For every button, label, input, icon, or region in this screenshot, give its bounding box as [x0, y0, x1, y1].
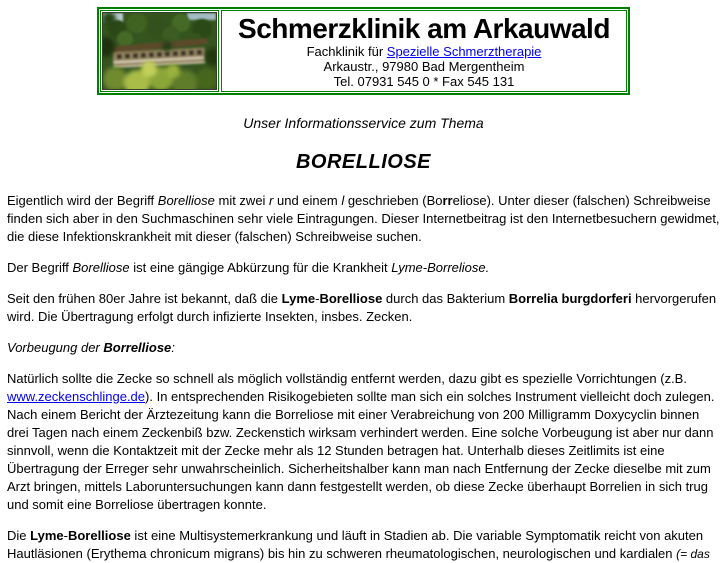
text-segment: ). In entsprechenden Risikogebieten sollte man sich ein solches Instrument vielleicht doch zulegen. Nach einem Bericht der Ärztezeitung kann die Borreliose mit einer Verabreichung von 200 Milligramm Doxycyclin binnen drei Tagen nach einem Zeckenbiß bzw. Zeckenstich wirksam verhindert werden. Eine solche Vorbeugung ist aber nur dann sinnvoll, wenn die Kontaktzeit mit der Zecke mehr als 12 Stunden betragen hat. Unterhalb dieses Zeitlimits ist eine Übertragung der Erreger sehr unwahrscheinlich. Sicherheitshalber kann man nach Entfernung der Zecke dieselbe mit zum Arzt bringen, mittels Laboruntersuchungen kann dann festgestellt werden, ob diese Zecke überhaupt Borrelien in sich trug und somit eine Borreliose übertragen konnte. [7, 389, 715, 512]
text-segment: (= das [676, 547, 710, 561]
text-segment: mit zwei [214, 193, 270, 208]
text-segment: Vorbeugung der [7, 340, 104, 355]
clinic-photo [102, 12, 217, 90]
text-segment: geschrieben (Bo [344, 193, 443, 208]
specialty-link[interactable]: Spezielle Schmerztherapie [386, 43, 542, 59]
text-segment: eliose). Unter dieser (falschen) Schreibweise finden sich aber in den Suchmaschinen sehr viele Eintragungen. Dieser Internetbeitrag ist den Internetbesuchern gewidmet, die diese Infektionskrankheit mit dieser (falschen) Schreibweise suchen. [7, 193, 720, 244]
text-segment: r [269, 193, 274, 208]
text-segment: Borelliose [157, 193, 215, 208]
text-segment: : [171, 340, 175, 355]
text-segment: l [341, 193, 345, 208]
text-segment: Eigentlich wird der Begriff [7, 193, 158, 208]
paragraph-spelling [7, 192, 720, 246]
clinic-photo-image [103, 13, 216, 89]
page-title: BORELLIOSE [295, 151, 431, 173]
text-segment: Der Begriff [7, 260, 73, 275]
paragraph-bacterium [7, 290, 720, 326]
header-photo-cell [100, 10, 219, 92]
text-segment: ist eine Multisystemerkrankung und läuft in Stadien ab. Die variable Symptomatik reicht von akuten Hautläsionen (Erythema chronicum migrans) bis hin zu schweren rheumatologischen, neurologischen und kardialen [7, 528, 704, 561]
text-segment: Borrelliose [103, 340, 172, 355]
text-segment: und einem [273, 193, 342, 208]
text-segment: - [63, 528, 68, 543]
text-segment: durch das Bakterium [382, 291, 509, 306]
text-segment: ist eine gängige Abkürzung für die Krankheit [129, 260, 392, 275]
clinic-title: Schmerzklinik am Arkauwald [238, 12, 610, 44]
subtitle-prefix: Fachklinik für [306, 43, 387, 59]
service-line: Unser Informationsservice zum Thema [243, 115, 484, 131]
text-segment: Lyme [30, 528, 64, 543]
text-segment: Lyme [281, 291, 316, 306]
text-segment: Seit den frühen 80er Jahre ist bekannt, daß die [7, 291, 282, 306]
text-segment: Natürlich sollte die Zecke so schnell als möglich vollständig entfernt werden, dazu gibt es spezielle Vorrichtungen (z.B. [7, 371, 687, 386]
paragraph-stages [7, 527, 720, 563]
header-table [97, 7, 630, 95]
paragraph-definition [7, 259, 720, 277]
clinic-address: Arkaustr., 97980 Bad Mergentheim [323, 58, 525, 74]
text-segment: Lyme-Borreliose. [391, 260, 490, 275]
text-segment: rr [442, 193, 453, 208]
text-segment: Borelliose [72, 260, 130, 275]
clinic-phone: Tel. 07931 545 0 * Fax 545 131 [333, 73, 515, 89]
inline-link[interactable]: www.zeckenschlinge.de [7, 389, 146, 404]
article-body [0, 192, 727, 563]
paragraph-prevention [7, 370, 720, 514]
text-segment: - [315, 291, 320, 306]
header-info-cell [221, 10, 627, 92]
text-segment: Borelliose [67, 528, 131, 543]
subheading-prevention [7, 339, 720, 357]
text-segment: Borrelia burgdorferi [508, 291, 632, 306]
clinic-subtitle [224, 44, 624, 59]
text-segment: hervorgerufen wird. Die Übertragung erfolgt durch infizierte Insekten, insbes. Zecken. [7, 291, 717, 324]
text-segment: Borelliose [319, 291, 383, 306]
text-segment: Die [7, 528, 31, 543]
